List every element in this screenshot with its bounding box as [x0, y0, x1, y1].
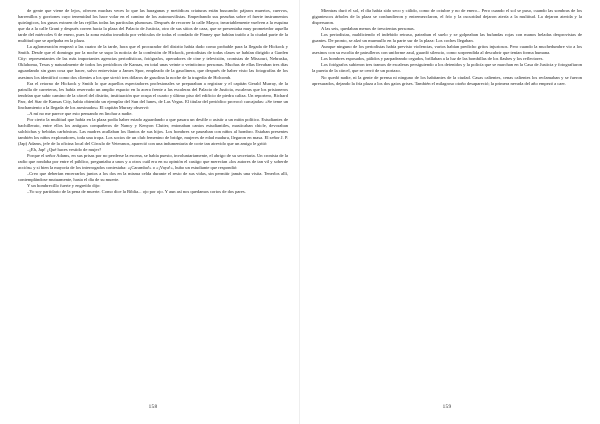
paragraph: No quedó nadie, ni la gente de prensa ni ninguno de los habitantes de la ciudad. Casas calientes, cenas calientes los reclamaban y se fueron apresurados, dejando la fría plaza a los dos gatos grises. También el milagroso otoño desapareció; la primera nevada del año empezó a caer.	[312, 74, 582, 86]
paragraph: Mientras duró el sol, el día había sido seco y cálido, como de octubre y no de enero... Pero cuando el sol se puso, cuando las sombras de los gigantescos árboles de la plaza se confundieron y entremezclaron, el frío y la oscuridad dejaron atería a la multitud. La dejaron aterida y la dispersaron.	[312, 8, 582, 26]
paragraph: Por cierto la multitud que había en la plaza podía haber estado aguardando a que pasara un desfile o asistir a un mitin político. Estudiantes de bachillerato, entre ellos los antiguos compañeros de Nancy y Kenyon Clutter, entonaban cantos estudiantiles, masticaban chicle, devoraban salchichas y bebidas carbónicas. Las madres acallaban los llantos de sus hijos. Los hombres se paseaban con niños al hombro. Estaban presentes también los niños exploradores, toda una tropa. Los socios de un club femenino de bridge, mujeres de edad madura, llegaron en masa. El señor J. P. (Jap) Adams, jefe de la oficina local del Círculo de Veteranos, apareció con una indumentaria de corte tan atrevido que un amigo le gritó:	[18, 116, 288, 147]
left-page-body	[18, 8, 288, 195]
paragraph: –Yo soy partidario de la pena de muerte. Como dice la Biblia... ojo por ojo. Y aun así nos quedamos cortos de dos pares.	[27, 189, 246, 195]
left-page	[18, 8, 288, 412]
paragraph: Los periodistas, maldiciendo el indebido retraso, pateaban el suelo y se golpeaban las bufandas rojas con manos heladas desprovistas de guantes. De pronto, se alzó un murmullo en la parte sur de la plaza: Los coches llegaban.	[312, 32, 582, 44]
paragraph: Y un hombrecillo fuerte y engreído dijo:	[27, 183, 101, 189]
paragraph: A las seis, quedaban menos de trescientas personas.	[321, 26, 415, 32]
gutter-divider	[299, 0, 300, 424]
paragraph: –A mí no me parece que esto pensando en linchar a nadie.	[27, 110, 133, 116]
paragraph: Aunque ninguno de los periodistas había previsto violencias, varios habían predicho gritos injuriosos. Pero cuando la muchedumbre vio a los asesinos con su escolta de patrulleros con uniforme azul, guardó silencio, como sorprendida al descubrir que tenían forma humana.	[312, 44, 582, 56]
paragraph: –Creo que deberían encerrarlos juntos a los dos en la misma celda durante el resto de sus vidas, sin permitir jamás una visita. Tenerlos allí, contemplándose mutuamente, hasta el día de su muerte.	[18, 171, 288, 183]
page-number: 159	[442, 404, 452, 410]
paragraph: Porque el señor Adams, en sus prisas por no perderse la escena, se había puesto, involuntariamente, el abrigo de su secretaria. Un cronista de la radio que rondaba por entre el público, preguntaba a unos y a otros cuál era en su opinión el castigo que merecían «los autores de tan vil y soberde acción» y si bien la mayoría de los interrogados contestaba: «¡Caramba!» o «¡Vaya!», hubo un estudiante que respondió:	[18, 153, 288, 171]
right-page	[312, 8, 582, 412]
paragraph: Los hombres esposados, pálidos y parpadeando cegados, brillaban a la luz de las bombillas de los flashes y los reflectores.	[321, 56, 544, 62]
right-page-body	[312, 8, 582, 87]
paragraph: Los fotógrafos subieron tres tramos de escaleras persiguiendo a los detenidos y la policía que se marchan en la Casa de Justicia y fotografiaron la puerta de la cárcel, que se cerró de un portazo.	[312, 62, 582, 74]
paragraph: La aglomeración empezó a las cuatro de la tarde, hora que el procurador del distrito había dado como probable para la llegada de Hickock y Smith. Desde que el domingo por la noche se supo la noticia de la confesión de Hickock, periodistas de todas clases se habían dirigido a Garden City: representantes de las más importantes agencias periodísticas, fotógrafos, operadores de cine y televisión, cronistas de Missouri, Nebraska, Oklahoma, Texas y naturalmente de todos los periódicos de Kansas, en total unas veinte o veinticinco personas. Muchas de ellas llevaban tres días aguardando sin gran cosa que hacer, salvo entrevistar a James Spor, empleado de la gasolinera, que después de haber visto las fotografías de los asesinos los identificó como dos clientes a los que sirvió tres dólaros de gasolina la noche de la tragedia de Holcomb.	[18, 44, 288, 80]
paragraph: –¡Eh, Jap! ¿Qué haces vestido de mujer?	[27, 147, 102, 153]
page-number: 158	[148, 404, 158, 410]
paragraph: Era el retorno de Hickock y Smith lo que aquellos espectadores profesionales se preparaban a registrar y el capitán Gerald Murray, de la patrulla de carreteras, les había reservado un amplio espacio en la acera frente a las escaleras del Palacio de Justicia, escaleras que los prisioneros tendrían que subir camino de la cárcel del distrito, instituación que ocupa el cuarto y último piso del edificio de piedra caliza. Un reportero, Richard Parr, del Star de Kansas City, había obtenido un ejemplar del Sun del lunes, de Las Vegas. El titular del periódico provocó carcajadas: «Se teme un linchamiento a la llegada de los asesinados» El capitán Murray observó:	[18, 80, 288, 110]
paragraph: de gente que viene de lejos, ofrecen muchas veces lo que las haraganas y metódicas criaturas están buscando: pájaros muertos, cuervos, barrenillos y gorriones cuyo tenemidad los hace volar en el camino de los automovilistas. Empedrando sus pezuñas sobre el fuerte instrumentos quirúrgicos, los gusos extraen de las rejillas todas las partículas plumosas. Después de recorrer la calle Mayor, invariablemente vuelven a la esquina que da a la calle Grant y después corren hacia la plaza del Palacio de Justicia, otro de sus sitios de caza, que se presentaba muy prometedor aquella tarde del miércoles 6 de enero, pues la zona estaba invadida por vehículos de todas el condado de Finney que habían traído a la ciudad parte de la multitud que se apelpaba en la plaza.	[18, 8, 288, 44]
